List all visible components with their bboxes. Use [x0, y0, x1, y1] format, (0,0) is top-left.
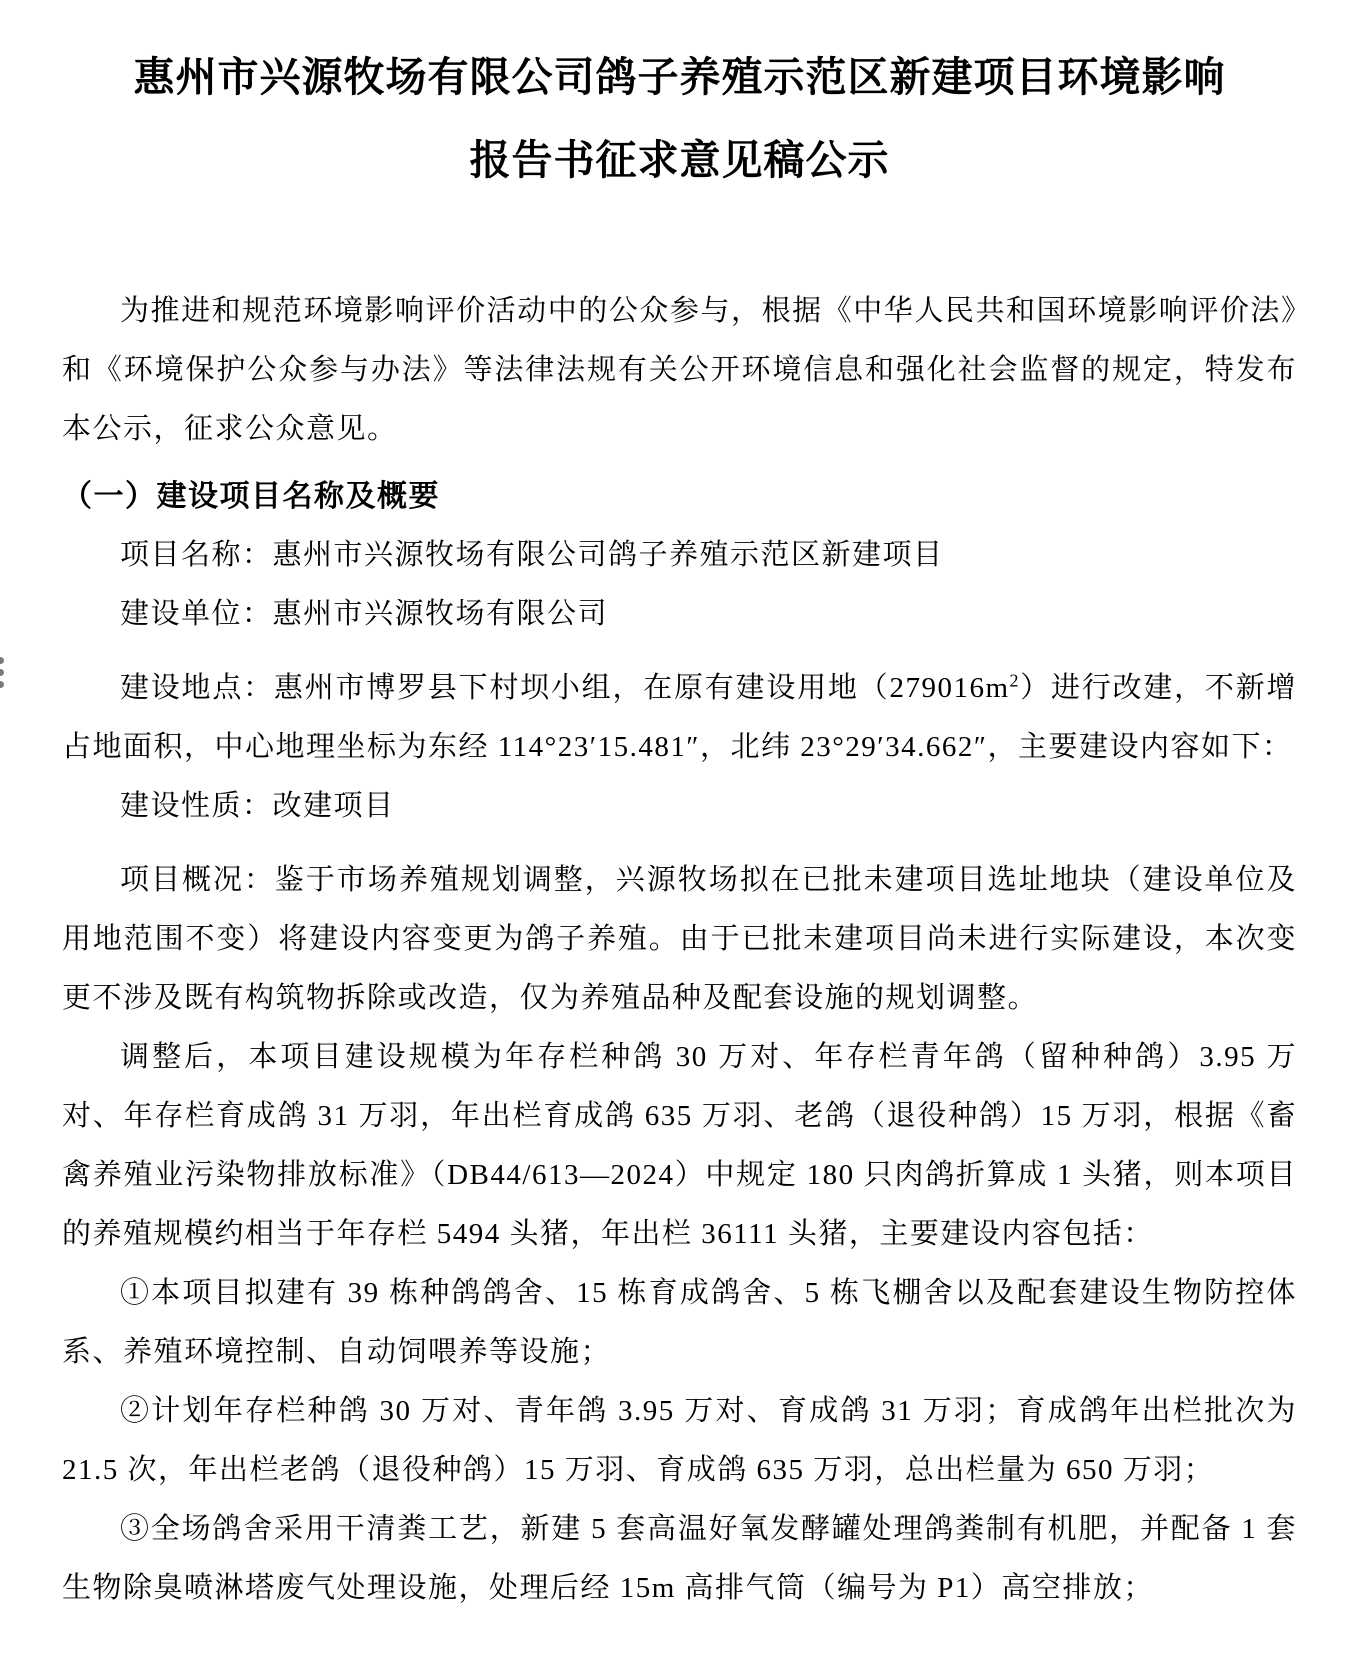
item2-paragraph: ②计划年存栏种鸽 30 万对、青年鸽 3.95 万对、育成鸽 31 万羽；育成鸽年出栏批次为 21.5 次，年出栏老鸽（退役种鸽）15 万羽、育成鸽 635 万羽，总出栏量为 650 万羽；	[62, 1395, 1297, 1486]
location-superscript: 2	[1009, 670, 1020, 691]
construction-unit-paragraph: 建设单位：惠州市兴源牧场有限公司	[120, 598, 609, 630]
document-body	[62, 282, 1297, 1618]
overview-paragraph: 项目概况：鉴于市场养殖规划调整，兴源牧场拟在已批未建项目选址地块（建设单位及用地范围不变）将建设内容变更为鸽子养殖。由于已批未建项目尚未进行实际建设，本次变更不涉及既有构筑物拆除或改造，仅为养殖品种及配套设施的规划调整。	[62, 864, 1297, 1014]
section1-heading: （一）建设项目名称及概要	[62, 480, 440, 513]
location-text-pre: 建设地点：惠州市博罗县下村坝小组，在原有建设用地（279016m	[120, 672, 1010, 704]
document-title-line1: 惠州市兴源牧场有限公司鸽子养殖示范区新建项目环境影响	[133, 53, 1226, 101]
intro-paragraph: 为推进和规范环境影响评价活动中的公众参与，根据《中华人民共和国环境影响评价法》和《环境保护公众参与办法》等法律法规有关公开环境信息和强化社会监督的规定，特发布本公示，征求公众意见。	[62, 295, 1297, 445]
nature-paragraph: 建设性质：改建项目	[120, 790, 395, 822]
document-title-line2: 报告书征求意见稿公示	[469, 136, 890, 184]
document-title	[62, 36, 1297, 202]
location-text-post: ）进行改建，不新增占地面积，中心地理坐标为东经 114°23′15.481″，北纬 23°29′34.662″，主要建设内容如下：	[62, 672, 1297, 763]
item3-paragraph: ③全场鸽舍采用干清粪工艺，新建 5 套高温好氧发酵罐处理鸽粪制有机肥，并配备 1 套生物除臭喷淋塔废气处理设施，处理后经 15m 高排气筒（编号为 P1）高空排放；	[62, 1513, 1297, 1604]
edge-dots-marker	[0, 657, 7, 693]
project-name-paragraph: 项目名称：惠州市兴源牧场有限公司鸽子养殖示范区新建项目	[120, 539, 944, 571]
edge-dot	[0, 681, 4, 688]
edge-dot	[0, 657, 4, 664]
item1-paragraph: ①本项目拟建有 39 栋种鸽鸽舍、15 栋育成鸽舍、5 栋飞棚舍以及配套建设生物防控体系、养殖环境控制、自动饲喂养等设施；	[62, 1277, 1297, 1368]
scale-paragraph: 调整后，本项目建设规模为年存栏种鸽 30 万对、年存栏青年鸽（留种种鸽）3.95 万对、年存栏育成鸽 31 万羽，年出栏育成鸽 635 万羽、老鸽（退役种鸽）15 万羽，根据《畜禽养殖业污染物排放标准》（DB44/613—2024）中规定 180 只肉鸽折算成 1 头猪，则本项目的养殖规模约相当于年存栏 5494 头猪，年出栏 36111 头猪，主要建设内容包括：	[62, 1041, 1297, 1250]
location-paragraph	[62, 659, 1297, 777]
edge-dot	[0, 669, 4, 676]
